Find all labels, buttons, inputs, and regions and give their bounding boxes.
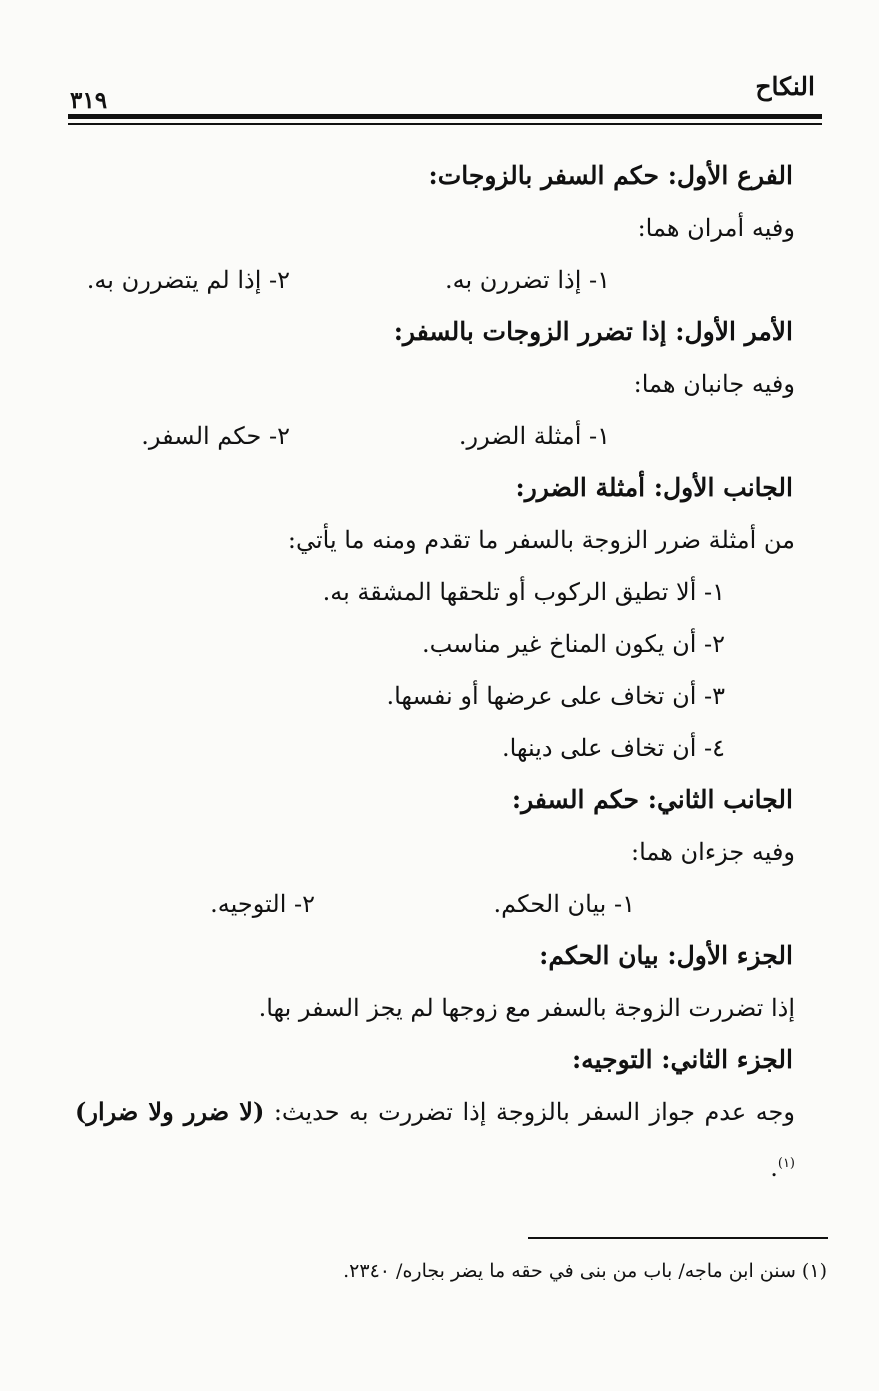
footnote: (١) سنن ابن ماجه/ باب من بنى في حقه ما يضر بجاره/ ٢٣٤٠. <box>343 1260 827 1282</box>
hadith-quote: (لا ضرر ولا ضرار) <box>75 1097 265 1126</box>
paragraph-text: وجه عدم جواز السفر بالزوجة إذا تضررت به حديث: <box>273 1098 795 1126</box>
footnote-rule <box>528 1237 828 1239</box>
two-item-row <box>75 410 795 462</box>
paragraph: وفيه أمران هما: <box>637 214 795 242</box>
sentence-end: . <box>770 1154 778 1182</box>
heading-side-2: الجانب الثاني: حكم السفر: <box>511 785 793 814</box>
list-item: ١- أمثلة الضرر. <box>458 422 610 450</box>
header-rule-thin <box>68 123 822 125</box>
list-item: ٢- التوجيه. <box>210 890 315 918</box>
paragraph: وفيه جانبان هما: <box>633 370 795 398</box>
list-item: ١- ألا تطيق الركوب أو تلحقها المشقة به. <box>322 578 725 606</box>
footnote-ref: (١) <box>777 1156 795 1171</box>
heading-part-2: الجزء الثاني: التوجيه: <box>571 1045 793 1074</box>
paragraph: وفيه جزءان هما: <box>630 838 795 866</box>
list-item: ٣- أن تخاف على عرضها أو نفسها. <box>386 682 725 710</box>
paragraph: إذا تضررت الزوجة بالسفر مع زوجها لم يجز السفر بها. <box>258 994 795 1022</box>
heading-matter-1: الأمر الأول: إذا تضرر الزوجات بالسفر: <box>393 317 793 346</box>
page-number: ٣١٩ <box>70 87 108 114</box>
list-item: ١- بيان الحكم. <box>493 890 635 918</box>
heading-side-1: الجانب الأول: أمثلة الضرر: <box>515 473 793 502</box>
header-rule-thick <box>68 114 822 119</box>
list-item: ١- إذا تضررن به. <box>444 266 610 294</box>
two-item-row <box>75 254 795 306</box>
heading-branch-1: الفرع الأول: حكم السفر بالزوجات: <box>428 161 793 190</box>
list-item: ٢- أن يكون المناخ غير مناسب. <box>421 630 725 658</box>
list-item: ٤- أن تخاف على دينها. <box>501 734 725 762</box>
running-header-title: النكاح <box>755 72 815 101</box>
paragraph: من أمثلة ضرر الزوجة بالسفر ما تقدم ومنه ما يأتي: <box>287 526 795 554</box>
page-body <box>75 150 795 1194</box>
list-item: ٢- حكم السفر. <box>141 422 290 450</box>
paragraph <box>75 1086 795 1194</box>
two-item-row <box>75 878 795 930</box>
heading-part-1: الجزء الأول: بيان الحكم: <box>539 941 793 970</box>
list-item: ٢- إذا لم يتضررن به. <box>86 266 290 294</box>
